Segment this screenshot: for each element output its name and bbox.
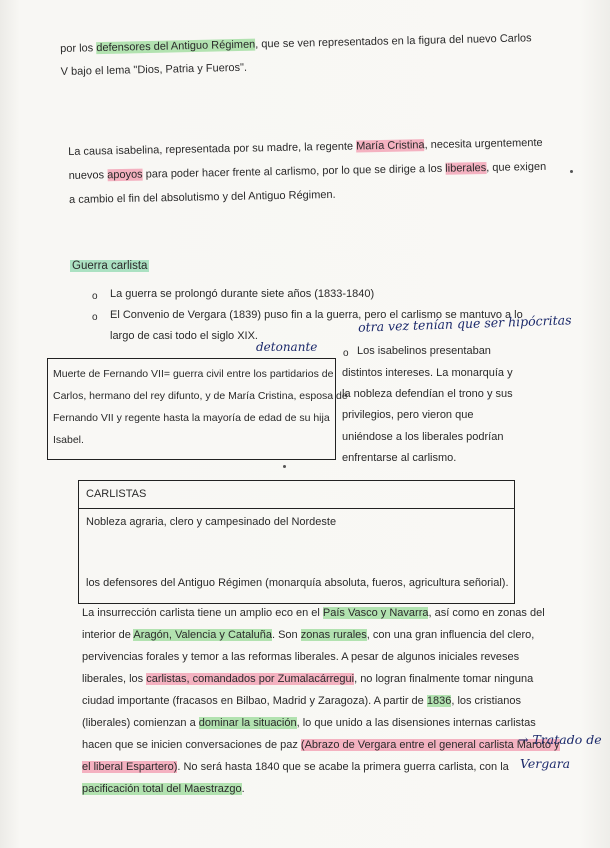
final-line-5: ciudad importante (fracasos en Bilbao, Madrid y Zaragoza). A partir de 1836, los cristianos	[82, 695, 522, 707]
carlistas-table	[78, 480, 515, 604]
bullet-marker: o	[343, 348, 349, 359]
final-line-7: hacen que se inicien conversaciones de paz (Abrazo de Vergara entre el general carlista Maroto y	[82, 739, 560, 751]
final-line-6: (liberales) comienzan a dominar la situación, lo que unido a las disensiones internas carlistas	[82, 717, 536, 729]
bullet-3-line-6: enfrentarse al carlismo.	[342, 452, 457, 464]
section-heading: Guerra carlista	[72, 260, 148, 272]
table-divider	[79, 508, 514, 509]
bullet-3-line-4: privilegios, pero vieron que	[342, 409, 474, 421]
bullet-2-line-2: largo de casi todo el siglo XIX.	[110, 330, 258, 342]
handwritten-note-tratado: → Tratado de	[518, 732, 602, 747]
intro-line-2: V bajo el lema "Dios, Patria y Fueros".	[60, 61, 248, 78]
bullet-3-line-3: la nobleza defendían el trono y sus	[342, 388, 513, 400]
handwritten-note-vergara: Vergara	[520, 756, 571, 771]
final-line-3: pervivencias forales y temor a las reformas liberales. A pesar de algunos iniciales reveses	[82, 651, 520, 663]
summary-box	[47, 358, 348, 460]
bullet-3-line-1: Los isabelinos presentaban	[357, 345, 491, 357]
bullet-marker: o	[92, 291, 98, 302]
table-row-1: Nobleza agraria, clero y campesinado del Nordeste	[86, 516, 337, 528]
table-header: CARLISTAS	[86, 488, 147, 500]
final-line-4: liberales, los carlistas, comandados por Zumalacárregui, no logran finalmente tomar ninguna	[82, 673, 534, 685]
intro-line-1: por los defensores del Antiguo Régimen, que se ven representados en la figura del nuevo Carlos	[60, 32, 532, 55]
isabelina-line-3: a cambio el fin del absolutismo y del Antiguo Régimen.	[68, 188, 336, 206]
final-line-2: interior de Aragón, Valencia y Cataluña. Son zonas rurales, con una gran influencia del clero,	[82, 629, 535, 641]
paper-speck	[283, 465, 286, 468]
final-line-1: La insurrección carlista tiene un amplio eco en el País Vasco y Navarra, así como en zonas del	[82, 607, 545, 619]
bullet-3-line-2: distintos intereses. La monarquía y	[342, 367, 513, 379]
summary-line-2: Carlos, hermano del rey difunto, y de María Cristina, esposa de	[53, 390, 348, 402]
bullet-2-line-1: El Convenio de Vergara (1839) puso fin a la guerra, pero el carlismo se mantuvo a lo	[110, 309, 523, 321]
isabelina-line-2: nuevos apoyos para poder hacer frente al carlismo, por lo que se dirige a los liberales, que exigen	[68, 160, 547, 182]
summary-line-3: Fernando VII y regente hasta la mayoría de edad de su hija	[53, 412, 330, 424]
final-line-9: pacificación total del Maestrazgo.	[82, 783, 245, 795]
bullet-3-line-5: uniéndose a los liberales podrían	[342, 431, 504, 443]
summary-line-4: Isabel.	[53, 434, 84, 446]
table-row-2: los defensores del Antiguo Régimen (monarquía absoluta, fueros, agricultura señorial).	[86, 577, 509, 589]
handwritten-note-hipocritas: otra vez tenían que ser hipócritas	[357, 312, 572, 335]
bullet-marker: o	[92, 312, 98, 323]
isabelina-line-1: La causa isabelina, representada por su madre, la regente María Cristina, necesita urgentemente	[68, 136, 543, 158]
paper-speck	[570, 170, 573, 173]
handwritten-note-detonante: detonante	[256, 340, 318, 354]
bullet-1: La guerra se prolongó durante siete años (1833-1840)	[110, 288, 375, 300]
summary-line-1: Muerte de Fernando VII= guerra civil entre los partidarios de	[53, 368, 334, 380]
final-line-8: el liberal Espartero). No será hasta 1840 que se acabe la primera guerra carlista, con la	[82, 761, 509, 773]
